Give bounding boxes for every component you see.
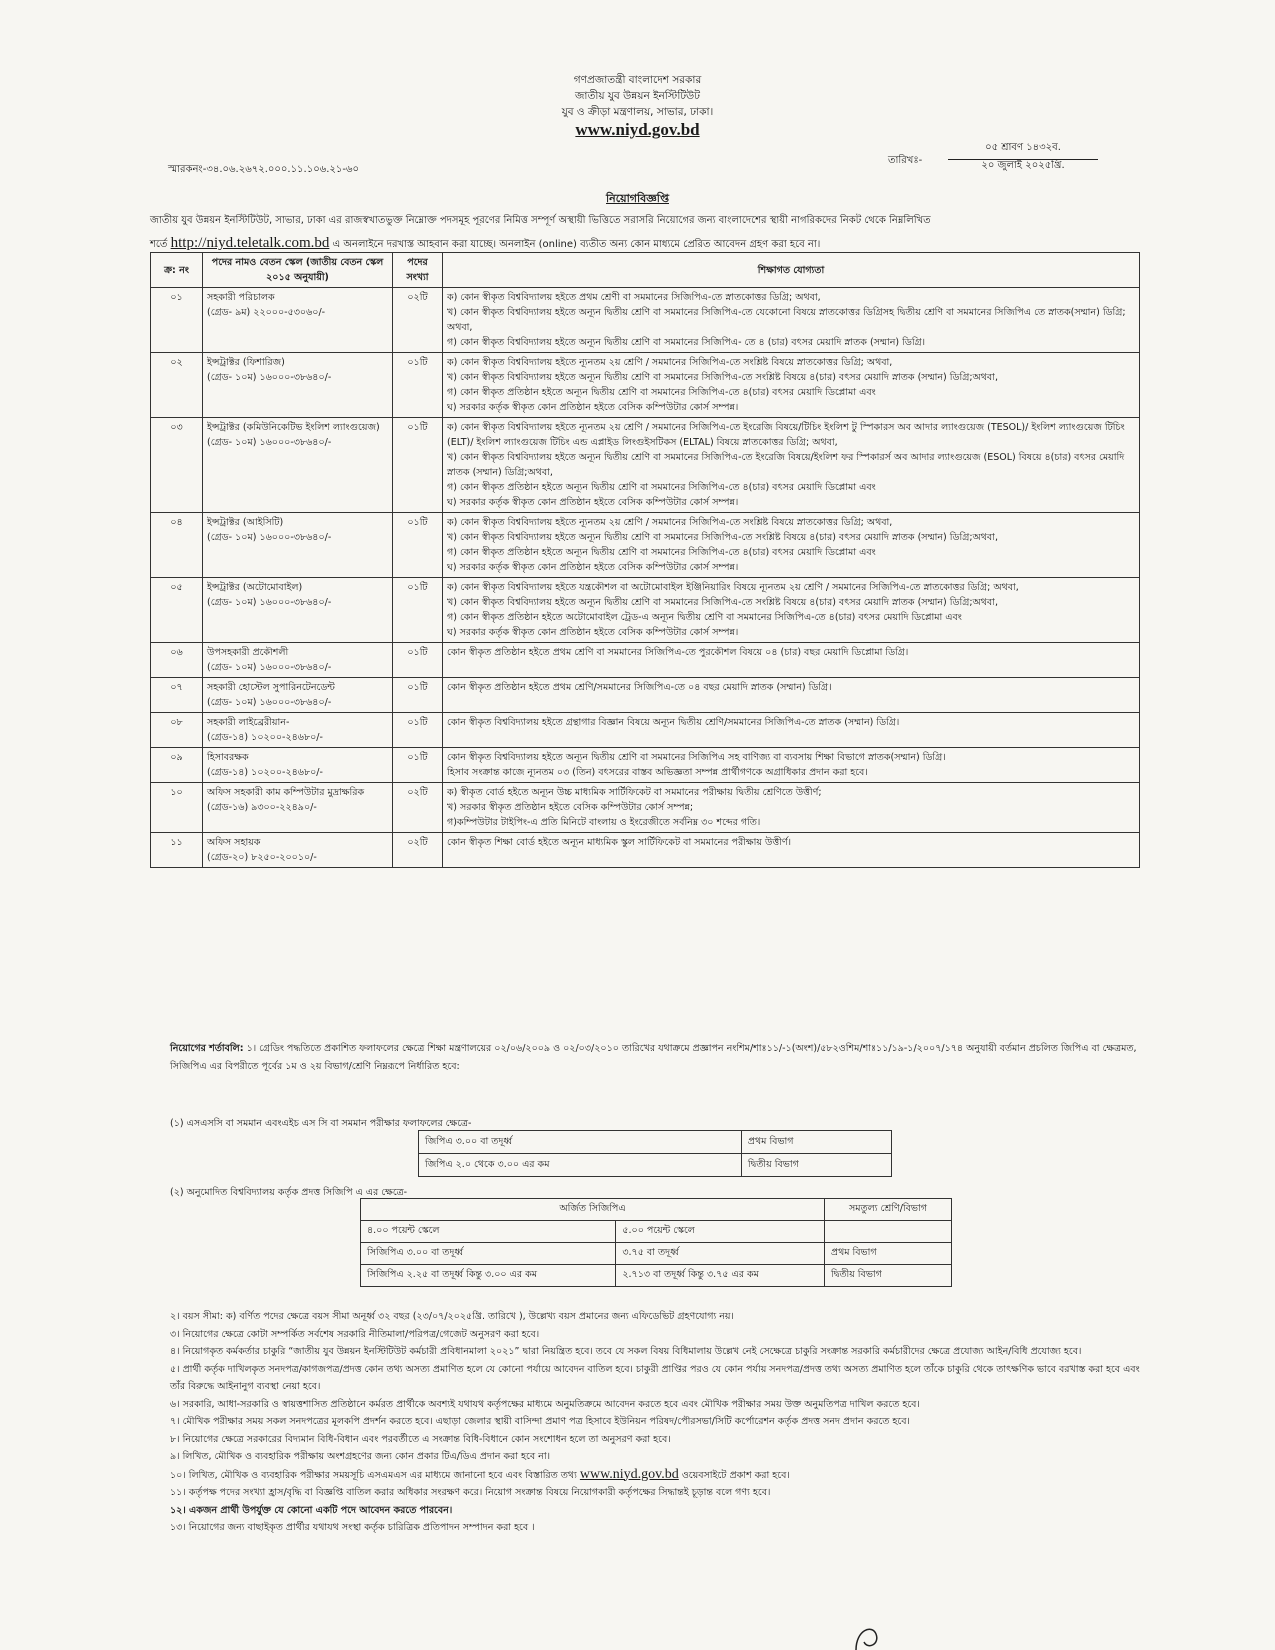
serial-cell: ০২ (151, 353, 203, 418)
post-cell (203, 578, 393, 643)
qualification-line: ক) কোন স্বীকৃত বিশ্ববিদ্যালয় হইতে যন্ত্রকৌশল বা অটোমোবাইল ইঞ্জিনিয়ারিং বিষয়ে ন্যূনতম ২য় শ্রেণি / সমমানের সিজিপিএ-তে স্নাতকোত্তর ডিগ্রি; অথবা, (447, 582, 1019, 593)
pay-grade: (গ্রেড- ১০ম) ১৬০০০-৩৮৬৪০/- (207, 697, 332, 708)
date-label: তারিখঃ- (888, 155, 923, 166)
post-name: অফিস সহকারী কাম কম্পিউটার মুদ্রাক্ষরিক (207, 787, 365, 798)
posts-table (150, 252, 1140, 868)
qualification-line: খ) সরকার স্বীকৃত প্রতিষ্ঠান হইতে বেসিক কম্পিউটার কোর্স সম্পন্ন; (447, 802, 694, 813)
serial-cell: ০৬ (151, 643, 203, 678)
serial-cell: ০৭ (151, 678, 203, 713)
table-row (151, 418, 1140, 513)
qualification-cell (443, 643, 1140, 678)
pay-grade: (গ্রেড- ৯ম) ২২০০০-৫৩০৬০/- (207, 307, 326, 318)
post-cell (203, 643, 393, 678)
post-name: সহকারী হোস্টেল সুপারিনটেনডেন্ট (207, 682, 335, 693)
post-cell (203, 678, 393, 713)
post-count-cell: ০১টি (393, 418, 443, 513)
pay-grade: (গ্রেড-১৪) ১০২০০-২৪৬৮০/- (207, 732, 323, 743)
header-serial: ক্র: নং (151, 253, 203, 288)
cgpa-cell: সিজিপিএ ২.২৫ বা তদূর্ধ্ব কিন্তু ৩.০০ এর কম (361, 1265, 616, 1287)
qualification-line: কোন স্বীকৃত বিশ্ববিদ্যালয় হইতে অন্যূন দ্বিতীয় শ্রেণি বা সমমানের সিজিপিএ সহ বাণিজ্য বা ব্যবসায় শিক্ষা বিভাগে স্নাতক(সম্মান) ডিগ্রি। (447, 752, 946, 763)
post-count-cell: ০১টি (393, 578, 443, 643)
cgpa-cell: সিজিপিএ ৩.০০ বা তদূর্ধ্ব (361, 1243, 616, 1265)
table-row (151, 288, 1140, 353)
qualification-line: খ) কোন স্বীকৃত বিশ্ববিদ্যালয় হইতে অন্যূন দ্বিতীয় শ্রেণি বা সমমানের সিজিপিএ-তে সংশ্লিষ্ট বিষয়ে ৪(চার) বৎসর মেয়াদি স্নাতক (সম্মান) ডিগ্রি;অথবা, (447, 597, 998, 608)
post-cell (203, 288, 393, 353)
conditions-heading: নিয়োগের শর্তাবলি: (170, 1043, 244, 1054)
pay-grade: (গ্রেড-১৬) ৯৩০০-২২৪৯০/- (207, 802, 317, 813)
post-count-cell: ০১টি (393, 643, 443, 678)
qualification-line: গ) কোন স্বীকৃত প্রতিষ্ঠান হইতে অন্যূন দ্বিতীয় শ্রেণি বা সমমানের সিজিপিএ-তে ৪(চার) বৎসর মেয়াদি ডিপ্লোমা এবং (447, 387, 876, 398)
cgpa-cell: ৩.৭৫ বা তদূর্ধ্ব (616, 1243, 825, 1265)
pay-grade: (গ্রেড-২০) ৮২৫০-২০০১০/- (207, 852, 317, 863)
qualification-line: খ) কোন স্বীকৃত বিশ্ববিদ্যালয় হইতে অন্যূন দ্বিতীয় শ্রেণি বা সমমানের সিজিপিএ-তে ইংরেজি বিষয়ে/ইংলিশ ফর স্পিকারর্স অব আদার ল্যাংগুয়েজ (ESOL) বিষয়ে ৪(চার) বৎসর মেয়াদি স্নাতক (সম্মান) ডিগ্রি;অথবা, (447, 452, 1125, 478)
header-post: পদের নামও বেতন স্কেল (জাতীয় বেতন স্কেল ২০১৫ অনুযায়ী) (203, 253, 393, 288)
application-link[interactable]: http://niyd.teletalk.com.bd (170, 235, 330, 251)
date-english: ২০ জুলাই ২০২৫খ্রি. (981, 160, 1065, 171)
table-row (361, 1199, 952, 1221)
qualification-line: ঘ) সরকার কর্তৃক স্বীকৃত কোন প্রতিষ্ঠান হইতে বেসিক কম্পিউটার কোর্স সম্পন্ন। (447, 562, 739, 573)
table-row (419, 1154, 892, 1177)
qualification-line: ক) কোন স্বীকৃত বিশ্ববিদ্যালয় হইতে ন্যূনতম ২য় শ্রেণি / সমমানের সিজিপিএ-তে সংশ্লিষ্ট বিষয়ে স্নাতকোত্তর ডিগ্রি; অথবা, (447, 517, 893, 528)
qualification-line: ঘ) সরকার কর্তৃক স্বীকৃত কোন প্রতিষ্ঠান হইতে বেসিক কম্পিউটার কোর্স সম্পন্ন। (447, 402, 739, 413)
pay-grade: (গ্রেড- ১০ম) ১৬০০০-৩৮৬৪০/- (207, 662, 332, 673)
letterhead (0, 72, 1275, 140)
qualification-line: ক) কোন স্বীকৃত বিশ্ববিদ্যালয় হইতে ন্যূনতম ২য় শ্রেণি / সমমানের সিজিপিএ-তে ইংরেজি বিষয়ে/টিচিং ইংলিশ টু স্পিকারস অব আদার ল্যাংগুয়েজ (TESOL)/ ইংলিশ ল্যাংগুয়েজ টিচিং (ELT)/ ইংলিশ ল্যাংগুয়েজ টিচিং এন্ড এপ্লাইড লিংগুইসটিকস (ELTAL) বিষয়ে স্নাতকোত্তর ডিগ্রি; অথবা, (447, 422, 1125, 448)
table-row (151, 783, 1140, 833)
post-name: অফিস সহায়ক (207, 837, 261, 848)
gpa-cell: জিপিএ ২.০ থেকে ৩.০০ এর কম (419, 1154, 742, 1177)
cgpa-cell: ২.৭১৩ বা তদূর্ধ্ব কিন্তু ৩.৭৫ এর কম (616, 1265, 825, 1287)
serial-cell: ০১ (151, 288, 203, 353)
qualification-line: ক) স্বীকৃত বোর্ড হইতে অন্যূন উচ্চ মাধ্যমিক সার্টিফিকেট বা সমমানের পরীক্ষায় দ্বিতীয় শ্রেণিতে উত্তীর্ণ; (447, 787, 822, 798)
intro-paragraph (150, 210, 1125, 256)
post-cell (203, 418, 393, 513)
rule-item: ১৩। নিয়োগের জন্য বাছাইকৃত প্রার্থীর যথাযথ সংস্থা কর্তৃক চারিত্রিক প্রতিপাদন সম্পাদন করা হবে । (170, 1522, 535, 1533)
qualification-line: গ) কোন স্বীকৃত বিশ্ববিদ্যালয় হইতে অন্যূন দ্বিতীয় শ্রেণি বা সমমানের সিজিপিএ- তে ৪ (চার) বৎসর মেয়াদি স্নাতক (সম্মান) ডিগ্রি। (447, 337, 926, 348)
rule-item: ২। বয়স সীমা: ক) বর্ণিত পদের ক্ষেত্রে বয়স সীমা অনূর্ধ্ব ৩২ বছর (২৩/০৭/২০২৫খ্রি. তারিখে ), উল্লেখ্য বয়স প্রমানের জন্য এফিডেভিট গ্রহণযোগ্য নয়। (170, 1311, 734, 1322)
post-name: ইন্সট্রাক্টর (অটোমোবাইল) (207, 582, 303, 593)
post-cell (203, 353, 393, 418)
rule-item-10 (170, 1466, 1145, 1485)
qualification-line: ক) কোন স্বীকৃত বিশ্ববিদ্যালয় হইতে প্রথম শ্রেণী বা সমমানের সিজিপিএ-তে স্নাতকোত্তর ডিগ্রি; অথবা, (447, 292, 821, 303)
gpa-cell: জিপিএ ৩.০০ বা তদূর্ধ্ব (419, 1131, 742, 1154)
pay-grade: (গ্রেড- ১০ম) ১৬০০০-৩৮৬৪০/- (207, 532, 332, 543)
post-name: ইন্সট্রাক্টর (ফিশারিজ) (207, 357, 285, 368)
table-row (361, 1221, 952, 1243)
qualification-line: ঘ) সরকার কর্তৃক স্বীকৃত কোন প্রতিষ্ঠান হইতে বেসিক কম্পিউটার কোর্স সম্পন্ন। (447, 497, 739, 508)
qualification-line: খ) কোন স্বীকৃত বিশ্ববিদ্যালয় হইতে অন্যূন দ্বিতীয় শ্রেণি বা সমমানের সিজিপিএ-তে যেকোনো বিষয়ে স্নাতকোত্তর ডিগ্রিসহ দ্বিতীয় শ্রেণি বা সমমানের সিজিপিএ তে স্নাতক(সম্মান) ডিগ্রি; অথবা, (447, 307, 1126, 333)
qualification-line: কোন স্বীকৃত প্রতিষ্ঠান হইতে প্রথম শ্রেণি বা সমমানের সিজিপিএ-তে পুরকৌশল বিষয়ে ০৪ (চার) বছর মেয়াদি ডিপ্লোমা ডিগ্রি। (447, 647, 909, 658)
qualification-cell (443, 513, 1140, 578)
serial-cell: ০৮ (151, 713, 203, 748)
rule-10-text: ১০। লিখিত, মৌখিক ও ব্যবহারিক পরীক্ষার সময়সূচি এসএমএস এর মাধ্যমে জানানো হবে এবং বিস্তারিত তথ্য (170, 1469, 577, 1481)
post-name: ইন্সট্রাক্টর (আইসিটি) (207, 517, 284, 528)
post-count-cell: ০১টি (393, 353, 443, 418)
qualification-line: খ) কোন স্বীকৃত বিশ্ববিদ্যালয় হইতে অন্যূন দ্বিতীয় শ্রেণি বা সমমানের সিজিপিএ-তে সংশ্লিষ্ট বিষয়ে ৪(চার) বৎসর মেয়াদি স্নাতক (সম্মান) ডিগ্রি;অথবা, (447, 532, 998, 543)
memo-number: স্মারকনং-৩৪.০৬.২৬৭২.০০০.১১.১০৬.২১-৬০ (168, 164, 359, 175)
qualification-line: কোন স্বীকৃত প্রতিষ্ঠান হইতে প্রথম শ্রেণি/সমমানের সিজিপিএ-তে ০৪ বছর মেয়াদি স্নাতক (সম্মান) ডিগ্রি। (447, 682, 832, 693)
post-cell (203, 713, 393, 748)
post-name: ইন্সট্রাক্টর (কমিউনিকেটিভ ইংলিশ ল্যাংগুয়েজ) (207, 422, 380, 433)
post-count-cell: ০১টি (393, 748, 443, 783)
post-name: সহকারী লাইব্রেরীয়ান- (207, 717, 290, 728)
rule-10-website-link[interactable]: www.niyd.gov.bd (579, 1466, 679, 1482)
cgpa-cell: ৪.০০ পয়েন্ট স্কেলে (361, 1221, 616, 1243)
table-row (151, 353, 1140, 418)
qualification-line: গ) কোন স্বীকৃত প্রতিষ্ঠান হইতে অন্যূন দ্বিতীয় শ্রেণি বা সমমানের সিজিপিএ-তে ৪(চার) বৎসর মেয়াদি ডিপ্লোমা এবং (447, 547, 876, 558)
header-qualification: শিক্ষাগত যোগ্যতা (443, 253, 1140, 288)
qualification-cell (443, 833, 1140, 868)
post-cell (203, 513, 393, 578)
cgpa-cell: ৫.০০ পয়েন্ট স্কেলে (616, 1221, 825, 1243)
ssc-hsc-caption: (১) এসএসসি বা সমমান এবংএইচ এস সি বা সমমান পরীক্ষার ফলাফলের ক্ষেত্রে- (170, 1118, 472, 1129)
serial-cell: ০৪ (151, 513, 203, 578)
post-cell (203, 748, 393, 783)
qualification-cell (443, 713, 1140, 748)
post-count-cell: ০২টি (393, 833, 443, 868)
conditions-paragraph (170, 1040, 1140, 1076)
pay-grade: (গ্রেড- ১০ম) ১৬০০০-৩৮৬৪০/- (207, 372, 332, 383)
table-header-row (151, 253, 1140, 288)
header-ministry: যুব ও ক্রীড়া মন্ত্রণালয়, সাভার, ঢাকা। (561, 106, 714, 118)
qualification-cell (443, 578, 1140, 643)
rule-10-after: ওয়েবসাইটে প্রকাশ করা হবে। (681, 1469, 790, 1481)
cgpa-earned-header: অর্জিত সিজিপিএ (361, 1199, 825, 1221)
qualification-cell (443, 783, 1140, 833)
rule-item: ৪। নিয়োগকৃত কর্মকর্তার চাকুরি “জাতীয় যুব উন্নয়ন ইনস্টিটিউট কর্মচারী প্রবিধানমালা ২০২১” দ্বারা নিয়ন্ত্রিত হবে। তবে যে সকল বিষয় বিধিমালায় উল্লেখ নেই সেক্ষেত্রে চাকুরি সংক্রান্ত সরকারি কর্মচারীদের ক্ষেত্রে প্রযোজ্য আইন/বিধি প্রযোজ্য হবে। (170, 1346, 1082, 1357)
rule-item: ১১। কর্তৃপক্ষ পদের সংখ্যা হ্রাস/বৃদ্ধি বা বিজ্ঞপ্তি বাতিল করার অধিকার সংরক্ষণ করে। নিয়োগ সংক্রান্ত বিষয়ে নিয়োগকারী কর্তৃপক্ষের সিদ্ধান্তই চূড়ান্ত বলে গণ্য হবে। (170, 1487, 771, 1498)
serial-cell: ০৫ (151, 578, 203, 643)
cgpa-table (360, 1198, 952, 1287)
pay-grade: (গ্রেড-১৪) ১০২০০-২৪৬৮০/- (207, 767, 323, 778)
notice-title: নিয়োগবিজ্ঞপ্তি (606, 192, 669, 205)
intro-text-2b: এ অনলাইনে দরখাস্ত আহবান করা যাচ্ছে। অনলাইন (online) ব্যতীত অন্য কোন মাধ্যমে প্রেরিত আবেদন গ্রহণ করা হবে না। (332, 239, 821, 250)
post-cell (203, 783, 393, 833)
post-name: হিসাবরক্ষক (207, 752, 249, 763)
rule-item: ৭। মৌখিক পরীক্ষার সময় সকল সনদপত্রের মূলকপি প্রদর্শন করতে হবে। এছাড়া জেলার স্থায়ী বাসিন্দা প্রমাণ পত্র হিসাবে ইউনিয়ন পরিষদ/পৌরসভা/সিটি কর্পোরেশন কর্তৃক প্রদত্ত সনদ প্রদান করতে হবে। (170, 1416, 910, 1427)
post-count-cell: ০১টি (393, 713, 443, 748)
division-cell: দ্বিতীয় বিভাগ (741, 1154, 891, 1177)
date-bangla: ০৫ শ্রাবণ ১৪৩২ব. (948, 140, 1098, 160)
table-row (151, 678, 1140, 713)
post-name: উপসহকারী প্রকৌশলী (207, 647, 289, 658)
post-name: সহকারী পরিচালক (207, 292, 275, 303)
intro-text-1: জাতীয় যুব উন্নয়ন ইনস্টিটিউট, সাভার, ঢাকা এর রাজস্বখাতভুক্ত নিম্নোক্ত পদসমূহ পূরণের নিমিত্ত সম্পূর্ণ অস্থায়ী ভিত্তিতে সরাসরি নিয়োগের জন্য বাংলাদেশের স্থায়ী নাগরিকদের নিকট থেকে নিম্নলিখিত (150, 215, 931, 226)
qualification-line: ঘ) সরকার কর্তৃক স্বীকৃত কোন প্রতিষ্ঠান হইতে বেসিক কম্পিউটার কোর্স সম্পন্ন। (447, 627, 739, 638)
header-institute: জাতীয় যুব উন্নয়ন ইনস্টিটিউট (575, 90, 700, 102)
rule-item: ৫। প্রার্থী কর্তৃক দাখিলকৃত সনদপত্র/কাগজপত্র/প্রদত্ত কোন তথ্য অসত্য প্রমাণিত হলে যে কোনো পর্যায়ে আবেদন বাতিল হবে। চাকুরী প্রাপ্তির পরও যে কোন পর্যায় সনদপত্র/প্রদত্ত তথ্য অসত্য প্রমাণিত হলে তাঁকে চাকুরি থেকে তাৎক্ষণিক ভাবে বরখাস্ত করা হবে এবং তাঁর বিরুদ্ধে আইনানুগ ব্যবস্থা নেয়া হবে। (170, 1363, 1140, 1392)
handwritten-initial-mark (850, 1620, 884, 1650)
table-row (151, 748, 1140, 783)
qualification-line: কোন স্বীকৃত শিক্ষা বোর্ড হইতে অন্যূন মাধ্যমিক স্কুল সার্টিফিকেট বা সমমানের পরীক্ষায় উত্তীর্ণ। (447, 837, 792, 848)
post-cell (203, 833, 393, 868)
division-cell: প্রথম বিভাগ (741, 1131, 891, 1154)
pay-grade: (গ্রেড- ১০ম) ১৬০০০-৩৮৬৪০/- (207, 597, 332, 608)
qualification-line: খ) কোন স্বীকৃত বিশ্ববিদ্যালয় হইতে অন্যূন দ্বিতীয় শ্রেণি বা সমমানের সিজিপিএ-তে সংশ্লিষ্ট বিষয়ে ৪(চার) বৎসর মেয়াদি স্নাতক (সম্মান) ডিগ্রি;অথবা, (447, 372, 998, 383)
serial-cell: ০৯ (151, 748, 203, 783)
conditions-text: ১। গ্রেডিং পদ্ধতিতে প্রকাশিত ফলাফলের ক্ষেত্রে শিক্ষা মন্ত্রণালয়ের ০২/০৬/২০০৯ ও ০২/০৩/২০১০ তারিখের যথাক্রমে প্রজ্ঞাপন নংশিম/শাঃ১১/-১(অংশ)/৫৮২ওশিম/শাঃ১১/১৯-১/২০০৭/১৭৪ অনুযায়ী বর্তমান প্রচলিত জিপিএ বা ক্ষেত্রমত, সিজিপিএ এর বিপরীতে পূর্বের ১ম ও ২য় বিভাগ/শ্রেণি নিম্নরূপে নির্ধারিত হবে: (170, 1043, 1137, 1072)
cgpa-cell (824, 1221, 951, 1243)
table-row (151, 643, 1140, 678)
cgpa-cell: দ্বিতীয় বিভাগ (824, 1265, 951, 1287)
qualification-line: হিসাব সংক্রান্ত কাজে ন্যূনতম ০৩ (তিন) বৎসরের বাস্তব অভিজ্ঞতা সম্পন্ন প্রার্থীগণকে অগ্রাধিকার প্রদান করা হবে। (447, 767, 868, 778)
rule-item: ৯। লিখিত, মৌখিক ও ব্যবহারিক পরীক্ষায় অংশগ্রহণের জন্য কোন প্রকার টিএ/ডিএ প্রদান করা হবে না। (170, 1451, 550, 1462)
pay-grade: (গ্রেড- ১০ম) ১৬০০০-৩৮৬৪০/- (207, 437, 332, 448)
table-row (151, 833, 1140, 868)
header-website-link[interactable]: www.niyd.gov.bd (575, 120, 700, 139)
post-count-cell: ০২টি (393, 783, 443, 833)
rule-item: ৬। সরকারি, আধা-সরকারি ও স্বায়ত্তশাসিত প্রতিষ্ঠানে কর্মরত প্রার্থীকে অবশ্যই যথাযথ কর্তৃপক্ষের মাধ্যমে অনুমতিক্রমে আবেদন করতে হবে এবং মৌখিক পরীক্ষার সময় উক্ত অনুমতিপত্র দাখিল করতে হবে। (170, 1398, 920, 1410)
qualification-line: গ) কোন স্বীকৃত প্রতিষ্ঠান হইতে অন্যূন দ্বিতীয় শ্রেণি বা সমমানের সিজিপিএ-তে ৪(চার) বৎসর মেয়াদি ডিপ্লোমা এবং (447, 482, 876, 493)
serial-cell: ১০ (151, 783, 203, 833)
qualification-line: গ)কম্পিউটার টাইপিং-এ প্রতি মিনিটে বাংলায় ও ইংরেজীতে সর্বনিম্ন ৩০ শব্দের গতি। (447, 817, 761, 828)
cgpa-caption: (২) অনুমোদিত বিশ্ববিদ্যালয় কর্তৃক প্রদত্ত সিজিপি এ এর ক্ষেত্রে- (170, 1187, 408, 1198)
rules-list (170, 1308, 1145, 1537)
qualification-cell (443, 678, 1140, 713)
posts-table-body (151, 288, 1140, 868)
table-row (151, 513, 1140, 578)
cgpa-equiv-header: সমতুল্য শ্রেণি/বিভাগ (824, 1199, 951, 1221)
rule-item: ৩। নিয়োগের ক্ষেত্রে কোটা সম্পর্কিত সর্বশেষ সরকারি নীতিমালা/পরিপত্র/গেজেট অনুসরণ করা হবে। (170, 1328, 540, 1340)
post-count-cell: ০১টি (393, 513, 443, 578)
rule-item: ১২। একজন প্রার্থী উপর্যুক্ত যে কোনো একটি পদে আবেদন করতে পারবেন। (170, 1504, 453, 1516)
table-row (361, 1265, 952, 1287)
cgpa-cell: প্রথম বিভাগ (824, 1243, 951, 1265)
gpa-table (418, 1130, 892, 1177)
intro-text-2a: শর্তে (150, 239, 168, 250)
table-row (151, 713, 1140, 748)
qualification-cell (443, 353, 1140, 418)
table-row (361, 1243, 952, 1265)
table-row (419, 1131, 892, 1154)
qualification-cell (443, 288, 1140, 353)
serial-cell: ১১ (151, 833, 203, 868)
qualification-line: কোন স্বীকৃত বিশ্ববিদ্যালয় হইতে গ্রন্থাগার বিজ্ঞান বিষয়ে অন্যূন দ্বিতীয় শ্রেণি/সমমানের সিজিপিএ-তে স্নাতক (সম্মান) ডিগ্রি। (447, 717, 900, 728)
qualification-line: ক) কোন স্বীকৃত বিশ্ববিদ্যালয় হইতে ন্যূনতম ২য় শ্রেণি / সমমানের সিজিপিএ-তে সংশ্লিষ্ট বিষয়ে স্নাতকোত্তর ডিগ্রি; অথবা, (447, 357, 893, 368)
serial-cell: ০৩ (151, 418, 203, 513)
table-row (151, 578, 1140, 643)
qualification-line: গ) কোন স্বীকৃত প্রতিষ্ঠান হইতে অটোমোবাইল ট্রেড-এ অন্যূন দ্বিতীয় শ্রেণি বা সমমানের সিজিপিএ-তে ৪(চার) বৎসর মেয়াদি ডিপ্লোমা এবং (447, 612, 962, 623)
header-government: গণপ্রজাতন্ত্রী বাংলাদেশ সরকার (573, 74, 702, 86)
post-count-cell: ০২টি (393, 288, 443, 353)
qualification-cell (443, 418, 1140, 513)
header-count: পদের সংখ্যা (393, 253, 443, 288)
rule-item: ৮। নিয়োগের ক্ষেত্রে সরকারের বিদ্যমান বিধি-বিধান এবং পরবর্তীতে এ সংক্রান্ত বিধি-বিধানে কোন সংশোধন হলে তা অনুসরণ করা হবে। (170, 1433, 671, 1445)
post-count-cell: ০১টি (393, 678, 443, 713)
qualification-cell (443, 748, 1140, 783)
